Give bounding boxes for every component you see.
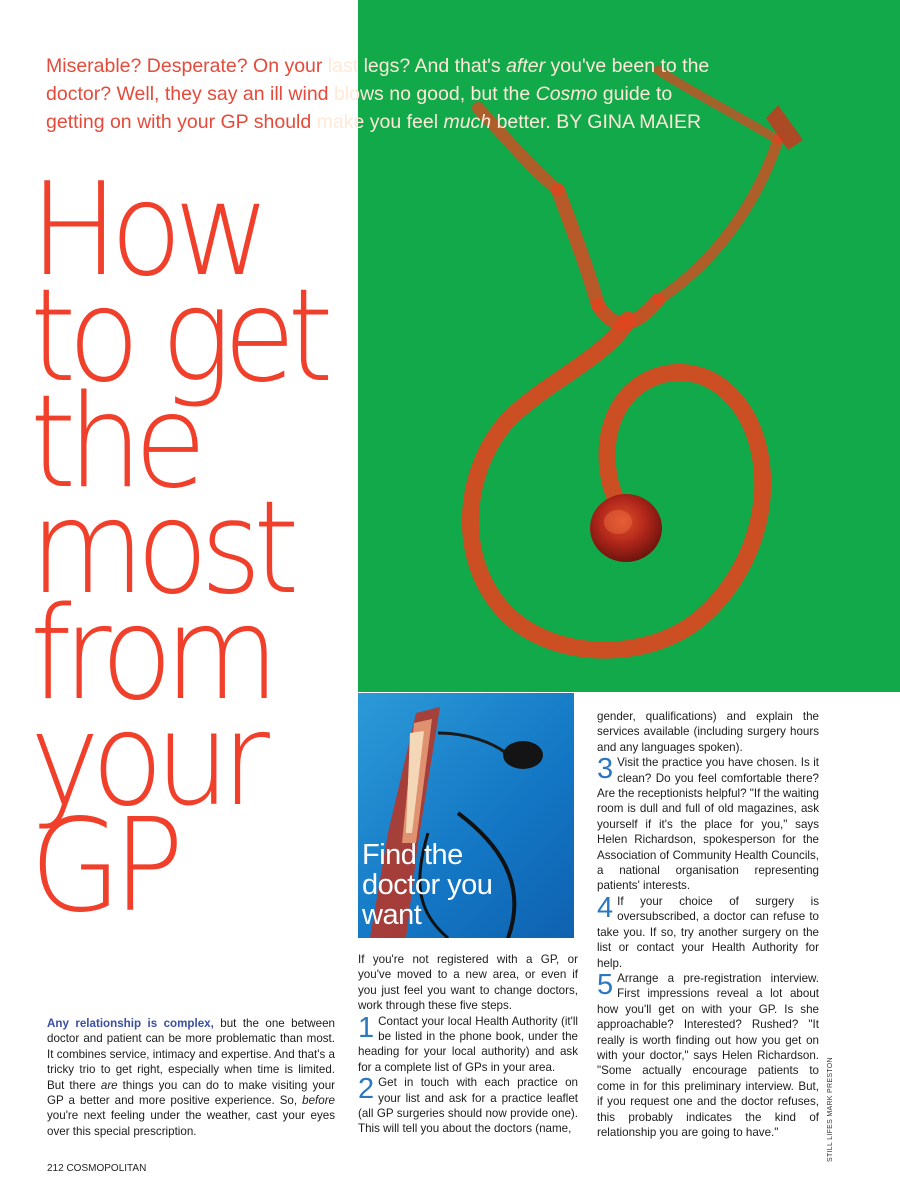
intro-paragraph: Any relationship is complex, but the one between doctor and patient can be more problematic than most. It combines service, intimacy and expertise. And that's a tricky trio to get right, especially when time is limited. But there are things you can do to make visiting your GP a better and more positive experience. So, before you're next feeling under the weather, cast your eyes over this special prescription.: [47, 1017, 336, 1138]
intro-lead: Any relationship is complex,: [47, 1017, 214, 1030]
steps-column-1: [358, 952, 578, 1137]
headline-line: GP: [30, 792, 176, 941]
step-2-continued: gender, qualifications) and explain the services available (including surgery hours and any languages spoken).: [597, 710, 819, 754]
headline-line: your: [30, 686, 262, 835]
headline-line: How: [30, 156, 263, 305]
step-3: 3 Visit the practice you have chosen. Is it clean? Do you feel comfortable there? Are the receptionists helpful? "If the waiting room is dull and full of old magazines, ask yourself if it's the place for you," says Helen Richardson, spokesperson for the Association of Community Health Councils, a national organisation representing patients' interests.: [597, 753, 819, 893]
box-title: Find the doctor you want: [362, 839, 493, 931]
step-number: 3: [597, 753, 614, 786]
page-folio: 212 COSMOPOLITAN: [47, 1163, 147, 1174]
step-1: 1 Contact your local Health Authority (it'll be listed in the phone book, under the heading for your local authority) and ask for a complete list of GPs in your area.: [358, 1011, 578, 1074]
deck-line-2: doctor? Well, they say an ill wind blows no good, but the Cosmo guide to: [46, 83, 673, 105]
headline-line: to get: [30, 262, 326, 411]
steps-column-2: [597, 709, 819, 1140]
headline: [30, 156, 351, 941]
step-5: 5 Arrange a pre-registration interview. First impressions reveal a lot about how you'll get on with your GP. Is she approachable? Interested? Rushed? "It really is worth finding out how you get on with your doctor," says Helen Richardson. "Some actually encourage patients to come in for this preliminary interview. But, if you request one and the doctor refuses, this probably indicates the kind of relationship you are going to have.": [597, 968, 819, 1139]
headline-line: from: [30, 580, 271, 729]
deck-line-3: getting on with your GP should make you feel much better. BY GINA MAIER: [46, 111, 702, 133]
photo-credit: STILL LIFES MARK PRESTON: [827, 1057, 834, 1162]
step-number: 4: [597, 891, 614, 924]
step-number: 1: [358, 1011, 375, 1044]
step-4: 4 If your choice of surgery is oversubscribed, a doctor can refuse to take you. If so, try another surgery on the list or contact your Health Authority for help.: [597, 891, 819, 970]
step-number: 2: [358, 1073, 375, 1106]
step-2: 2 Get in touch with each practice on your list and ask for a practice leaflet (all GP surgeries should now provide one). This will tell you about the doctors (name,: [358, 1073, 578, 1136]
deck-text: [46, 52, 846, 136]
step-number: 5: [597, 968, 614, 1001]
steps-intro: If you're not registered with a GP, or you've moved to a new area, or even if you just feel you want to change doctors, work through these five steps.: [358, 953, 578, 1013]
headline-line: most: [30, 474, 292, 623]
deck-line-1: Miserable? Desperate? On your last legs? And that's after you've been to the: [46, 55, 710, 77]
intro-column: [47, 1016, 335, 1139]
headline-line: the: [30, 368, 199, 517]
